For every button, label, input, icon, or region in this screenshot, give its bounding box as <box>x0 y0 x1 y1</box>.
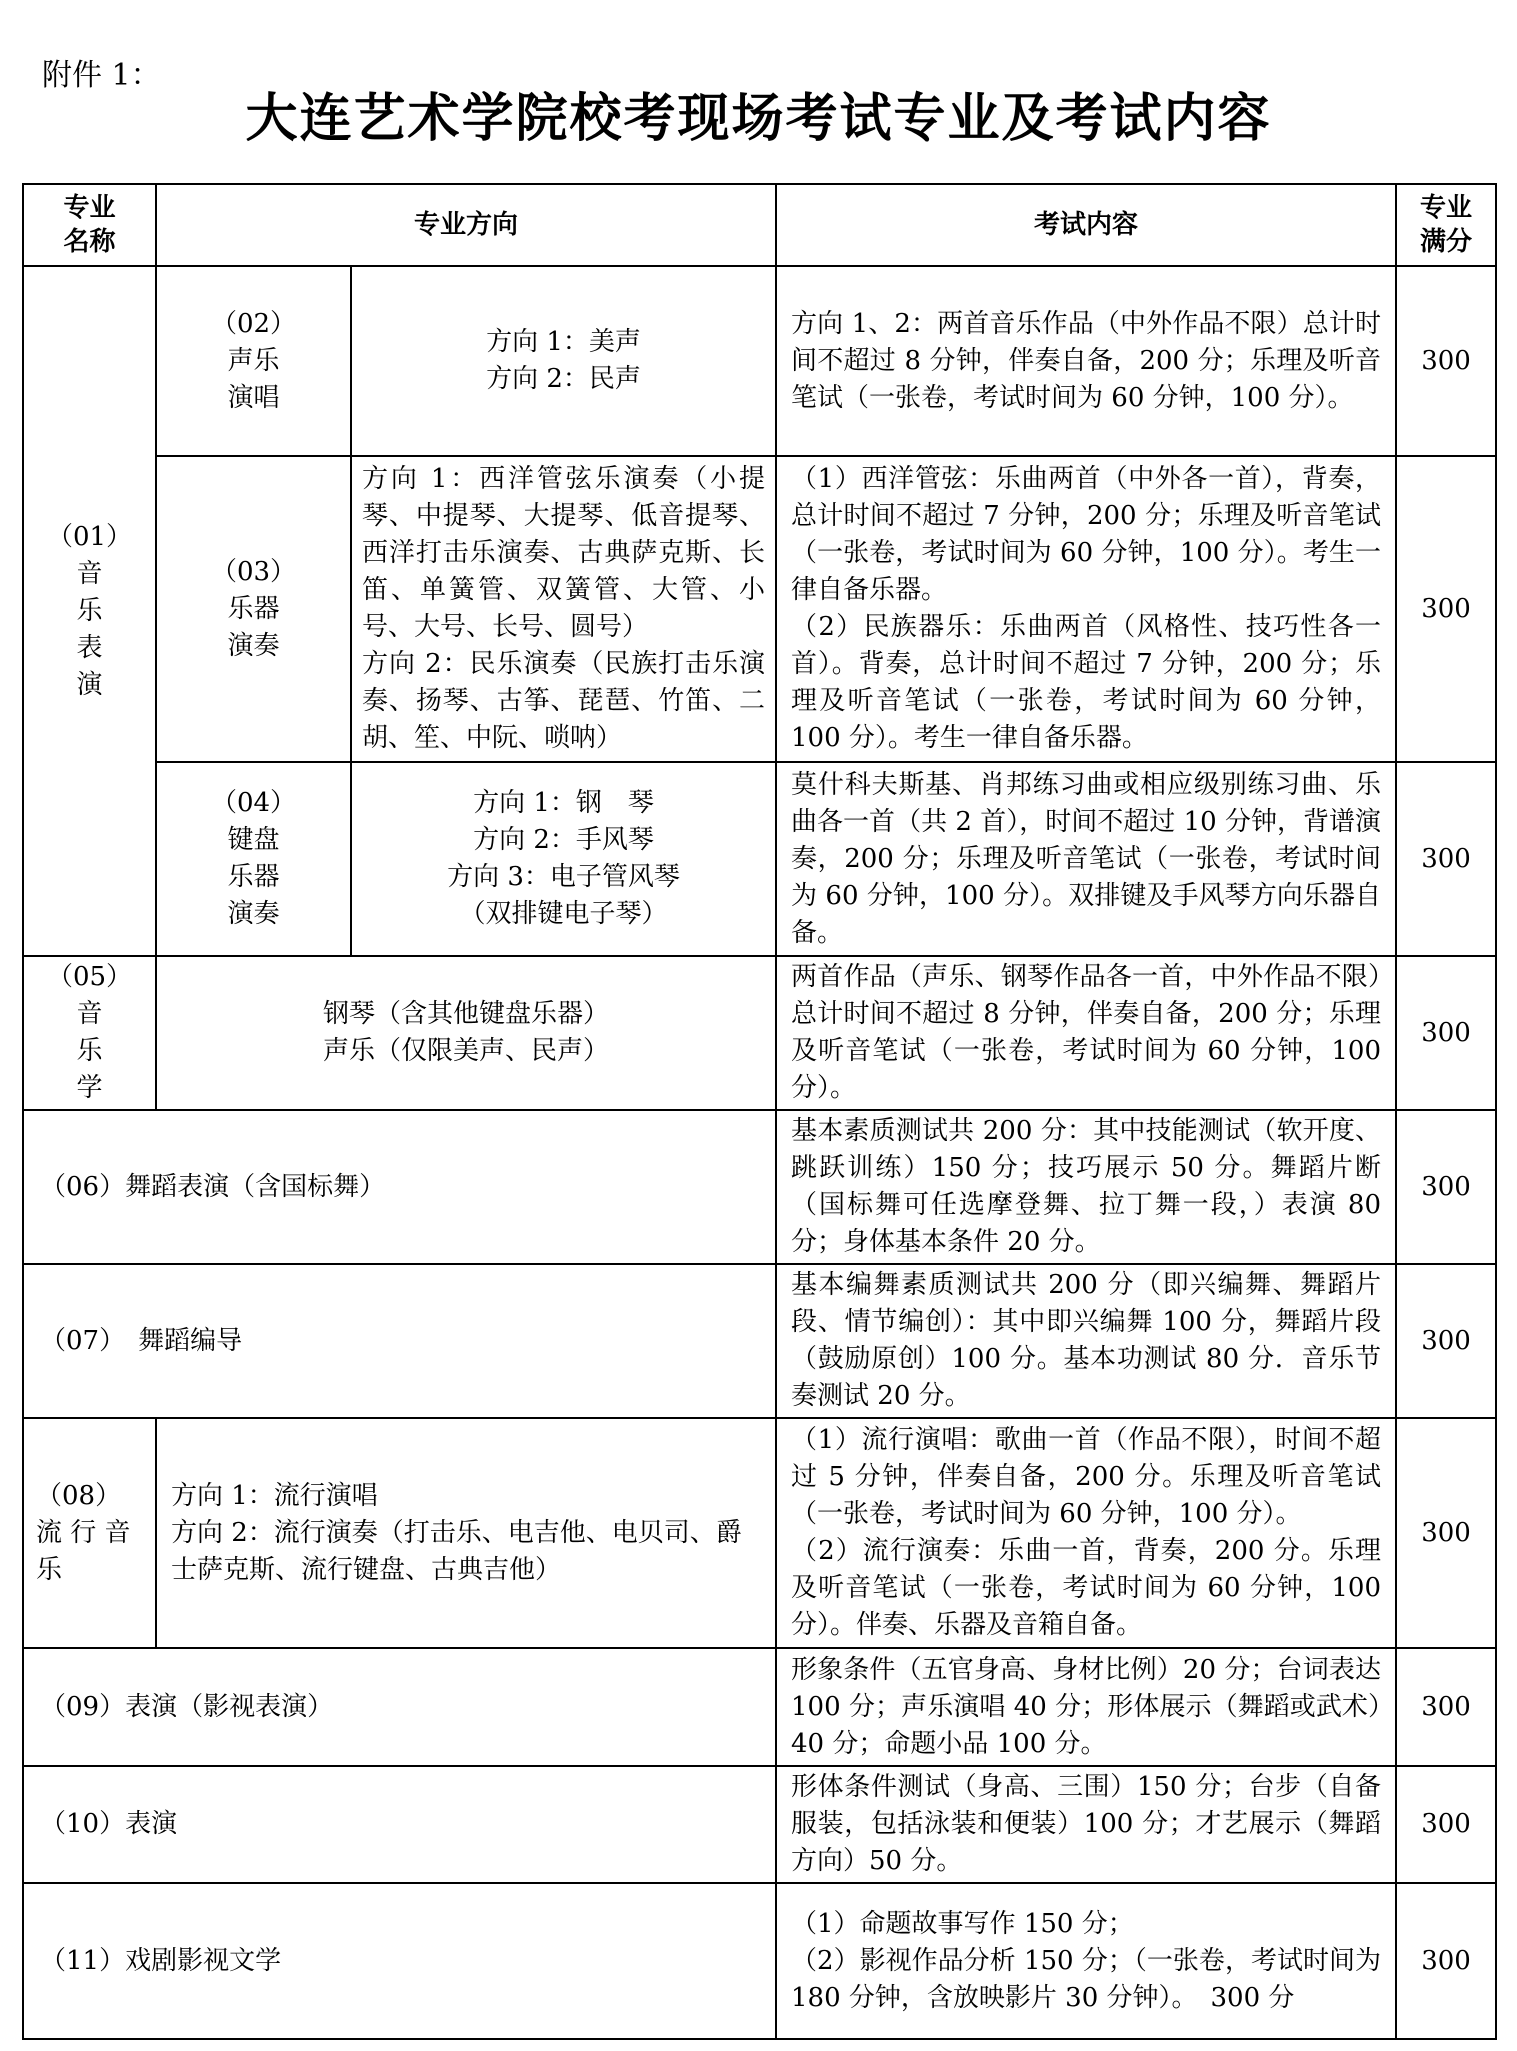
sub-02-score: 300 <box>1396 266 1496 456</box>
major-07-content: 基本编舞素质测试共 200 分（即兴编舞、舞蹈片段、情节编创）：其中即兴编舞 100 分，舞蹈片段（鼓励原创）100 分。基本功测试 80 分．音乐节奏测试 20 分。 <box>776 1264 1396 1418</box>
major-09-content: 形象条件（五官身高、身材比例）20 分；台词表达 100 分；声乐演唱 40 分；形体展示（舞蹈或武术）40 分；命题小品 100 分。 <box>776 1648 1396 1766</box>
header-major-name: 专业 名称 <box>23 184 156 266</box>
sub-04-name: （04） 键盘 乐器 演奏 <box>156 762 351 956</box>
major-09-score: 300 <box>1396 1648 1496 1766</box>
table-row <box>23 1648 1496 1766</box>
major-08-score: 300 <box>1396 1418 1496 1648</box>
table-header-row <box>23 184 1496 266</box>
table-row <box>23 456 1496 762</box>
header-content: 考试内容 <box>776 184 1396 266</box>
major-05-score: 300 <box>1396 956 1496 1110</box>
major-01-name: （01） 音 乐 表 演 <box>23 266 156 956</box>
major-11-label: （11）戏剧影视文学 <box>23 1883 776 2039</box>
major-08-directions: 方向 1：流行演唱 方向 2：流行演奏（打击乐、电吉他、电贝司、爵士萨克斯、流行键盘、古典吉他） <box>156 1418 776 1648</box>
major-07-score: 300 <box>1396 1264 1496 1418</box>
table-row <box>23 1418 1496 1648</box>
major-10-content: 形体条件测试（身高、三围）150 分；台步（自备服装，包括泳装和便装）100 分；才艺展示（舞蹈方向）50 分。 <box>776 1766 1396 1883</box>
table-row <box>23 1766 1496 1883</box>
major-10-label: （10）表演 <box>23 1766 776 1883</box>
sub-03-directions: 方向 1：西洋管弦乐演奏（小提琴、中提琴、大提琴、低音提琴、西洋打击乐演奏、古典萨克斯、长笛、单簧管、双簧管、大管、小号、大号、长号、圆号） 方向 2：民乐演奏（民族打击乐演奏、扬琴、古筝、琵琶、竹笛、二胡、笙、中阮、唢呐） <box>351 456 776 762</box>
sub-02-content: 方向 1、2：两首音乐作品（中外作品不限）总计时间不超过 8 分钟，伴奏自备，200 分；乐理及听音笔试（一张卷，考试时间为 60 分钟，100 分）。 <box>776 266 1396 456</box>
table-row <box>23 1883 1496 2039</box>
table-row <box>23 956 1496 1110</box>
major-11-content: （1）命题故事写作 150 分； （2）影视作品分析 150 分；（一张卷，考试时间为 180 分钟，含放映影片 30 分钟）。 300 分 <box>776 1883 1396 2039</box>
major-05-name: （05） 音 乐 学 <box>23 956 156 1110</box>
sub-02-directions: 方向 1：美声 方向 2：民声 <box>351 266 776 456</box>
attachment-label: 附件 1： <box>42 58 161 93</box>
table-row <box>23 1110 1496 1264</box>
sub-02-name: （02） 声乐 演唱 <box>156 266 351 456</box>
major-08-content: （1）流行演唱：歌曲一首（作品不限），时间不超过 5 分钟，伴奏自备，200 分。乐理及听音笔试（一张卷，考试时间为 60 分钟，100 分）。 （2）流行演奏：乐曲一首，背奏，200 分。乐理及听音笔试（一张卷，考试时间为 60 分钟，100 分）。伴奏、乐器及音箱自备。 <box>776 1418 1396 1648</box>
table-row <box>23 266 1496 456</box>
sub-04-content: 莫什科夫斯基、肖邦练习曲或相应级别练习曲、乐曲各一首（共 2 首），时间不超过 10 分钟，背谱演奏，200 分；乐理及听音笔试（一张卷，考试时间为 60 分钟，100 分）。双排键及手风琴方向乐器自备。 <box>776 762 1396 956</box>
major-06-score: 300 <box>1396 1110 1496 1264</box>
major-11-score: 300 <box>1396 1883 1496 2039</box>
major-10-score: 300 <box>1396 1766 1496 1883</box>
header-direction: 专业方向 <box>156 184 776 266</box>
sub-04-score: 300 <box>1396 762 1496 956</box>
major-06-content: 基本素质测试共 200 分：其中技能测试（软开度、跳跃训练）150 分；技巧展示 50 分。舞蹈片断（国标舞可任选摩登舞、拉丁舞一段，）表演 80 分；身体基本条件 20 分。 <box>776 1110 1396 1264</box>
header-full-score: 专业 满分 <box>1396 184 1496 266</box>
table-row <box>23 1264 1496 1418</box>
major-06-label: （06）舞蹈表演（含国标舞） <box>23 1110 776 1264</box>
major-05-directions: 钢琴（含其他键盘乐器） 声乐（仅限美声、民声） <box>156 956 776 1110</box>
sub-03-score: 300 <box>1396 456 1496 762</box>
major-07-label: （07） 舞蹈编导 <box>23 1264 776 1418</box>
sub-04-directions: 方向 1：钢 琴 方向 2：手风琴 方向 3：电子管风琴 （双排键电子琴） <box>351 762 776 956</box>
table-row <box>23 762 1496 956</box>
page-title: 大连艺术学院校考现场考试专业及考试内容 <box>245 89 1272 149</box>
exam-table <box>22 183 1497 2040</box>
major-08-name: （08） 流 行 音 乐 <box>23 1418 156 1648</box>
major-05-content: 两首作品（声乐、钢琴作品各一首，中外作品不限）总计时间不超过 8 分钟，伴奏自备，200 分；乐理及听音笔试（一张卷，考试时间为 60 分钟，100 分）。 <box>776 956 1396 1110</box>
major-09-label: （09）表演（影视表演） <box>23 1648 776 1766</box>
sub-03-name: （03） 乐器 演奏 <box>156 456 351 762</box>
sub-03-content: （1）西洋管弦：乐曲两首（中外各一首），背奏，总计时间不超过 7 分钟，200 分；乐理及听音笔试（一张卷，考试时间为 60 分钟，100 分）。考生一律自备乐器。 （2）民族器乐：乐曲两首（风格性、技巧性各一首）。背奏，总计时间不超过 7 分钟，200 分；乐理及听音笔试（一张卷，考试时间为 60 分钟，100 分）。考生一律自备乐器。 <box>776 456 1396 762</box>
